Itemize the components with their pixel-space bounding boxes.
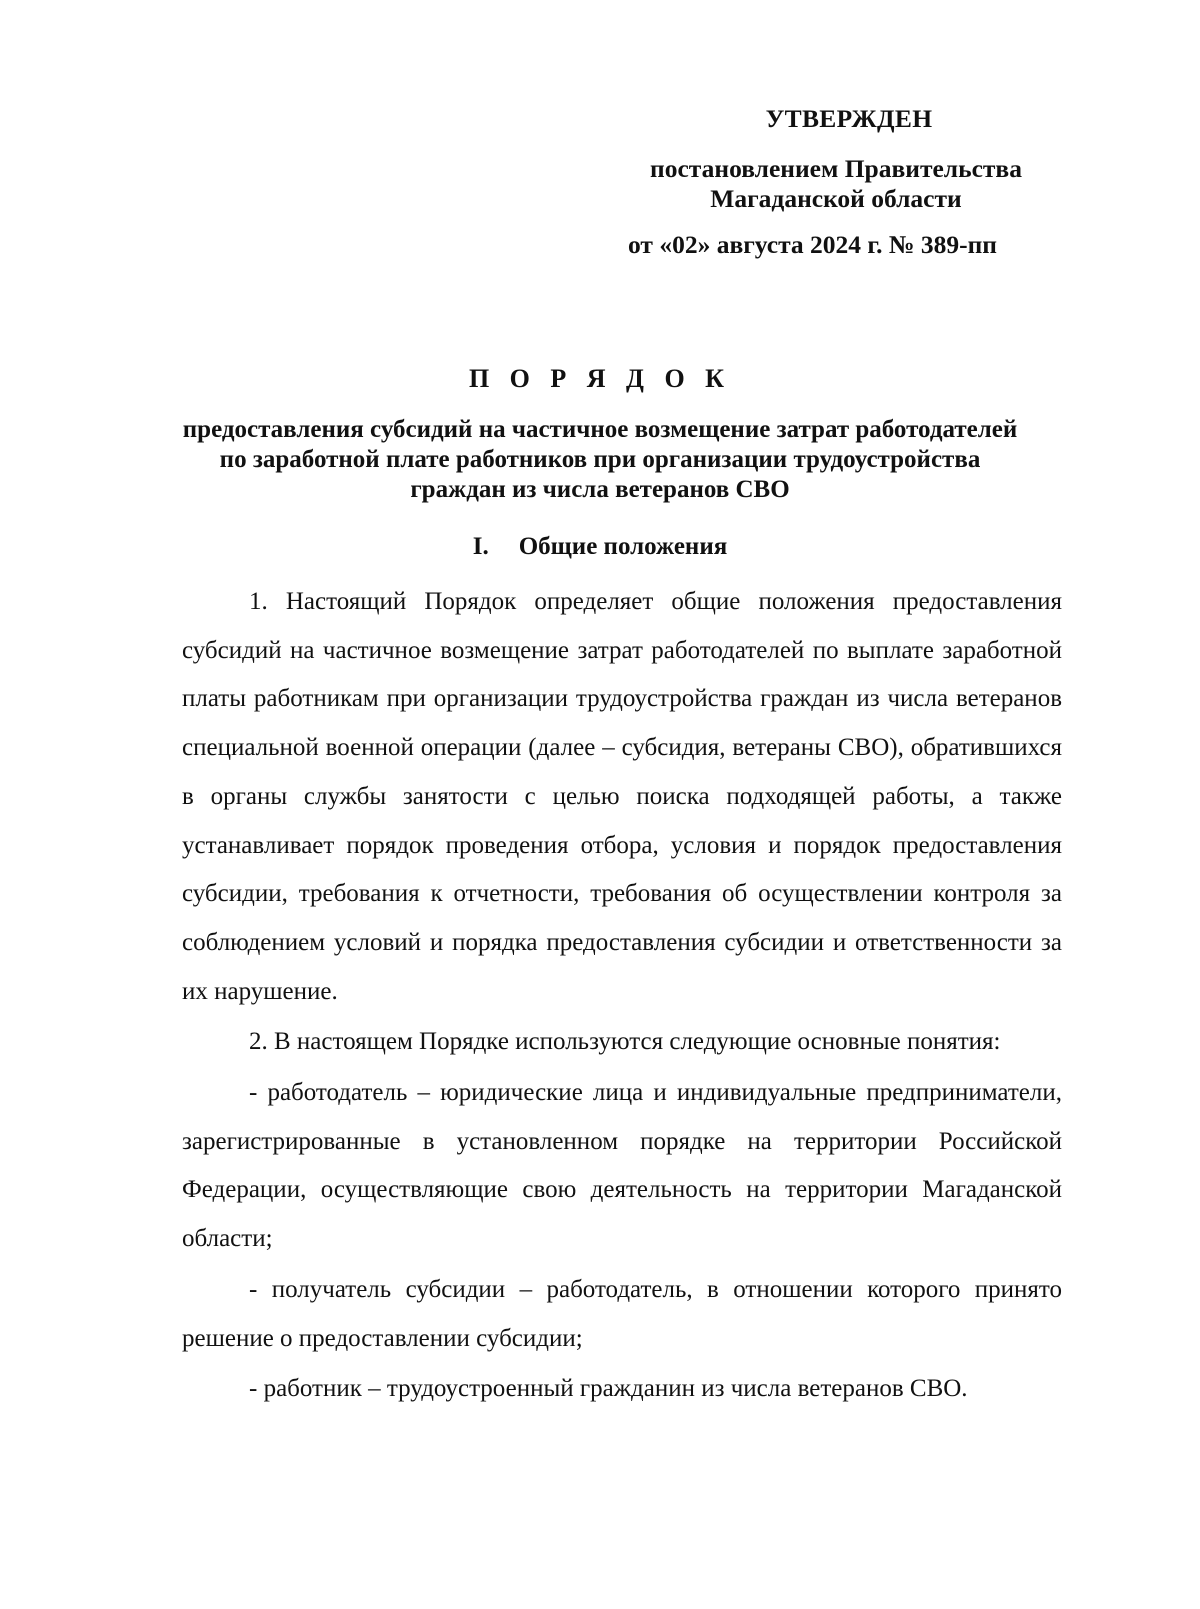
approval-block — [630, 104, 1060, 260]
section-heading — [0, 533, 1200, 561]
document-body — [182, 578, 1062, 1414]
definition-employer: - работодатель – юридические лица и индивидуальные предприниматели, зарегистрированные в установленном порядке на территории Российской Федерации, осуществляющие свою деятельность на территории Магаданской области; — [182, 1079, 1062, 1253]
definition-employee: - работник – трудоустроенный гражданин из числа ветеранов СВО. — [249, 1375, 968, 1403]
document-title: П О Р Я Д О К — [468, 364, 732, 393]
paragraph-1: 1. Настоящий Порядок определяет общие положения предоставления субсидий на частичное возмещение затрат работодателей по выплате заработной платы работникам при организации трудоустройства граждан из числа ветеранов специальной военной операции (далее – субсидия, ветераны СВО), обратившихся в органы службы занятости с целью поиска подходящей работы, а также устанавливает порядок проведения отбора, условия и порядок предоставления субсидии, требования к отчетности, требования об осуществлении контроля за соблюдением условий и порядка предоставления субсидии и ответственности за их нарушение. — [182, 588, 1062, 1005]
section-number: I. — [472, 533, 489, 560]
paragraph-2: 2. В настоящем Порядке используются следующие основные понятия: — [249, 1028, 1001, 1056]
approval-heading: УТВЕРЖДЕН — [765, 104, 933, 133]
definition-recipient: - получатель субсидии – работодатель, в отношении которого принято решение о предоставлении субсидии; — [182, 1275, 1062, 1352]
approval-authority-line-1: постановлением Правительства — [650, 154, 1022, 183]
approval-date: от «02» августа 2024 г. № 389-пп — [628, 230, 997, 259]
approval-authority-line-2: Магаданской области — [710, 184, 962, 213]
document-subtitle: предоставления субсидий на частичное возмещение затрат работодателей по заработной плате работников при организации трудоустройства граждан из числа ветеранов СВО — [182, 416, 1018, 503]
section-title-text: Общие положения — [518, 533, 728, 560]
